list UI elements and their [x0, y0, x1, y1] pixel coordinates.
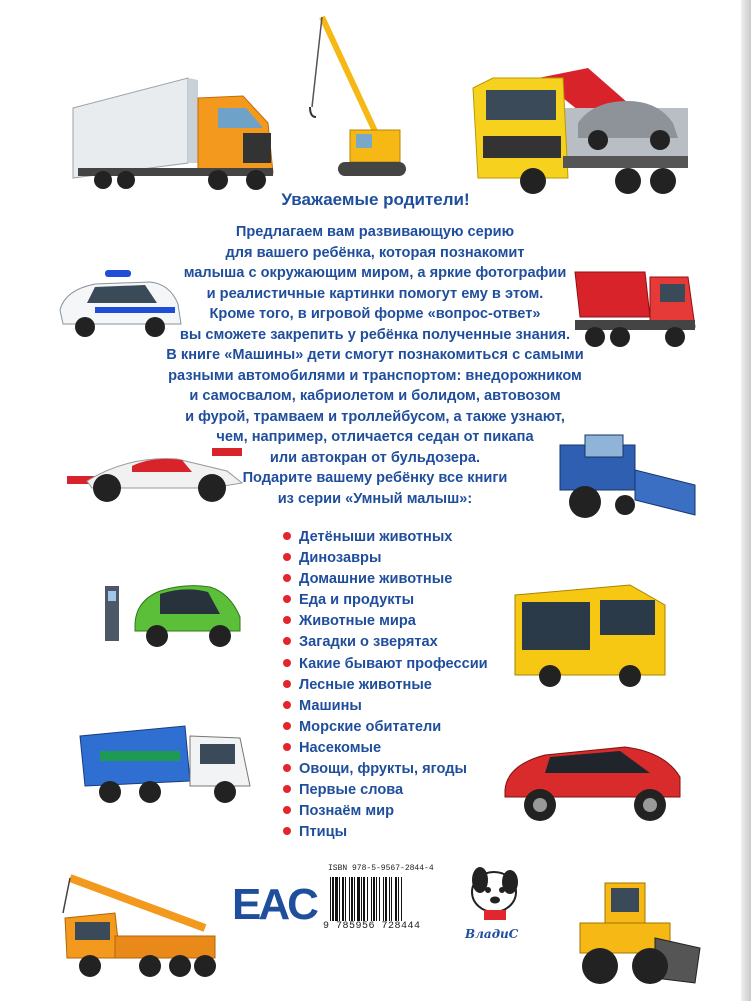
bullet-icon — [283, 743, 291, 751]
series-title: Овощи, фрукты, ягоды — [299, 761, 467, 778]
series-title: Первые слова — [299, 782, 404, 799]
truck-crane-icon — [55, 858, 220, 983]
list-item — [283, 759, 523, 780]
city-bus-icon — [510, 580, 670, 690]
series-title: Загадки о зверятах — [299, 634, 438, 651]
intro-text — [150, 222, 600, 509]
series-title: Животные мира — [299, 613, 416, 630]
electric-car-icon — [105, 576, 245, 651]
list-item — [283, 632, 523, 653]
intro-line: разными автомобилями и транспортом: внедорожником — [168, 367, 582, 384]
bullet-icon — [283, 806, 291, 814]
list-item — [283, 717, 523, 738]
intro-line: и самосвалом, кабриолетом и болидом, автовозом — [189, 388, 561, 404]
crawler-crane-icon — [300, 12, 410, 182]
intro-line: и фурой, трамваем и троллейбусом, а также узнают, — [185, 408, 565, 425]
bullet-icon — [283, 827, 291, 835]
bullet-icon — [283, 553, 291, 561]
intro-line: Предлагаем вам развивающую серию — [235, 224, 515, 240]
series-title: Детёныши животных — [299, 529, 453, 545]
page-edge — [741, 0, 751, 1001]
bullet-icon — [283, 532, 291, 540]
intro-line: и реалистичные картинки помогут ему в этом. — [206, 285, 544, 302]
intro-line: для вашего ребёнка, которая познакомит — [225, 244, 525, 261]
list-item — [283, 654, 523, 675]
list-item — [283, 590, 523, 611]
semi-truck-icon — [68, 68, 283, 193]
list-item — [283, 548, 523, 569]
series-title: Еда и продукты — [299, 592, 415, 609]
series-title: Машины — [299, 697, 362, 714]
garbage-truck-icon — [75, 716, 255, 806]
wheel-loader-icon — [565, 878, 705, 988]
intro-line: чем, например, отличается седан от пикапа — [216, 429, 534, 445]
tow-truck-icon — [468, 48, 693, 198]
series-title: Птицы — [299, 824, 348, 841]
list-item — [283, 569, 523, 590]
series-title: Познаём мир — [299, 803, 395, 820]
intro-line: или автокран от бульдозера. — [269, 449, 481, 466]
series-title: Насекомые — [299, 739, 382, 756]
series-title: Морские обитатели — [299, 718, 442, 735]
suv-icon — [500, 735, 690, 825]
bullet-icon — [283, 680, 291, 688]
list-item — [283, 675, 523, 696]
intro-line: малыша с окружающим миром, а яркие фотографии — [183, 265, 567, 281]
intro-line: вы сможете закрепить у ребёнка полученные знания. — [179, 326, 571, 343]
bullet-icon — [283, 764, 291, 772]
list-item — [283, 696, 523, 717]
bullet-icon — [283, 595, 291, 603]
barcode — [328, 877, 436, 923]
bullet-icon — [283, 616, 291, 624]
cover-heading: Уважаемые родители! — [281, 190, 470, 209]
publisher-logo-text: ВладиС — [465, 927, 519, 941]
intro-line: Подарите вашему ребёнку все книги — [242, 470, 508, 486]
list-item — [283, 801, 523, 822]
bullet-icon — [283, 637, 291, 645]
list-item — [283, 611, 523, 632]
isbn-label: ISBN 978-5-9567-2844-4 — [328, 864, 434, 873]
list-item — [283, 738, 523, 759]
bullet-icon — [283, 785, 291, 793]
intro-line: Кроме того, в игровой форме «вопрос-ответ» — [209, 306, 541, 322]
bullet-icon — [283, 574, 291, 582]
list-item — [283, 780, 523, 801]
list-item — [283, 527, 523, 548]
series-list — [283, 527, 523, 843]
series-title: Лесные животные — [299, 676, 432, 693]
intro-line: В книге «Машины» дети смогут познакомиться с самыми — [166, 347, 584, 363]
bullet-icon — [283, 659, 291, 667]
barcode-number: 9 785956 728444 — [323, 921, 421, 932]
list-item — [283, 822, 523, 843]
bullet-icon — [283, 722, 291, 730]
series-title: Динозавры — [299, 550, 382, 567]
intro-line: из серии «Умный малыш»: — [277, 490, 473, 507]
series-title: Домашние животные — [299, 571, 453, 588]
eac-mark: EAC — [232, 880, 316, 929]
series-title: Какие бывают профессии — [299, 655, 488, 672]
bullet-icon — [283, 701, 291, 709]
